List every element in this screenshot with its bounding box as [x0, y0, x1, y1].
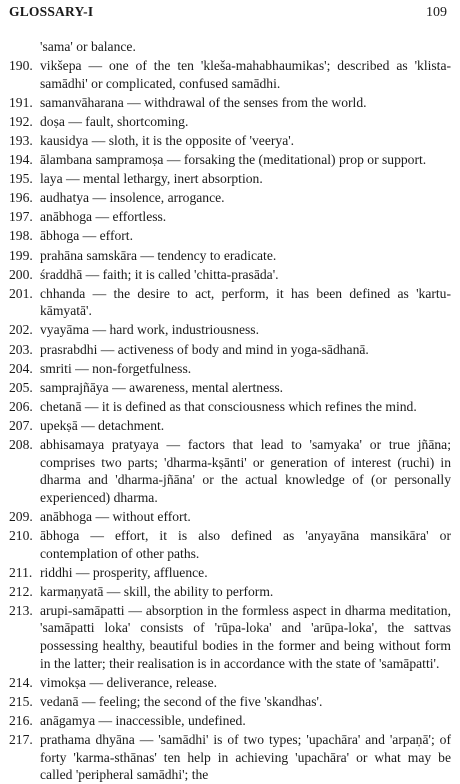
- running-head: GLOSSARY-I: [9, 4, 94, 19]
- entry-text: kausidya — sloth, it is the opposite of 'veerya'.: [40, 132, 295, 148]
- entry-number: 196.: [9, 190, 33, 206]
- entry-text: ābhoga — effort, it is also defined as 'anyayāna mansikāra' or contemplation of other paths.: [40, 527, 451, 561]
- glossary-entry: [9, 379, 451, 397]
- entry-text: vimokṣa — deliverance, release.: [40, 674, 218, 690]
- entry-text: 'sama' or balance.: [40, 39, 136, 54]
- entry-number: 205.: [9, 379, 33, 395]
- entry-text: samanvāharana — withdrawal of the senses from the world.: [40, 94, 367, 110]
- entry-number: 212.: [9, 583, 33, 599]
- glossary-entry: [9, 38, 451, 56]
- entry-number: 197.: [9, 209, 33, 225]
- entry-text: anābhoga — without effort.: [40, 508, 191, 524]
- glossary-entry: [9, 436, 451, 506]
- glossary-entry: [9, 712, 451, 730]
- glossary-entry: [9, 57, 451, 92]
- glossary-entry: [9, 360, 451, 378]
- entry-number: 206.: [9, 398, 33, 414]
- glossary-entry: [9, 285, 451, 320]
- entry-number: 200.: [9, 266, 33, 282]
- glossary-entry: [9, 266, 451, 284]
- entry-number: 203.: [9, 341, 33, 357]
- glossary-entry: [9, 602, 451, 672]
- glossary-entry: [9, 94, 451, 112]
- entry-text: anābhoga — effortless.: [40, 209, 167, 225]
- glossary-entry: [9, 583, 451, 601]
- entry-number: 209.: [9, 508, 33, 524]
- entry-text: vyayāma — hard work, industriousness.: [40, 322, 259, 338]
- entry-text: samprajñāya — awareness, mental alertness.: [40, 379, 284, 395]
- entry-text: vikšepa — one of the ten 'kleša-mahabhaumikas'; described as 'klista-samādhi' or complicated, confused samādhi.: [40, 58, 451, 91]
- entry-text: anāgamya — inaccessible, undefined.: [40, 712, 246, 728]
- entry-number: 214.: [9, 674, 33, 690]
- entry-number: 213.: [9, 602, 33, 618]
- glossary-entry: [9, 132, 451, 150]
- entry-text: chhanda — the desire to act, perform, it has been defined as 'kartu-kāmyatā'.: [40, 285, 451, 319]
- entry-text: doṣa — fault, shortcoming.: [40, 113, 189, 129]
- page-number: 109: [426, 5, 447, 20]
- entry-text: karmaṇyatā — skill, the ability to perform.: [40, 583, 274, 599]
- entry-number: 204.: [9, 360, 33, 376]
- glossary-entry: [9, 693, 451, 711]
- glossary-entry: [9, 674, 451, 692]
- entry-number: 192.: [9, 113, 33, 129]
- glossary-entry: [9, 208, 451, 226]
- glossary-entry: [9, 417, 451, 435]
- entry-text: riddhi — prosperity, affluence.: [40, 564, 208, 580]
- glossary-entry: [9, 151, 451, 169]
- entry-text: śraddhā — faith; it is called 'chitta-prasāda'.: [40, 266, 279, 282]
- glossary-entry: [9, 527, 451, 562]
- entry-text: chetanā — it is defined as that consciousness which refines the mind.: [40, 398, 417, 414]
- entry-text: arupi-samāpatti — absorption in the formless aspect in dharma meditation, 'samāpatti loka' consists of 'rūpa-loka' and 'arūpa-loka', the sattvas possessing healthy, beautiful bodies in the former and being without form in the latter; their realisation is in accordance with the state of 'samāpatti'.: [40, 602, 451, 671]
- glossary-entry: [9, 321, 451, 339]
- entry-number: 201.: [9, 285, 33, 301]
- entry-text: ālambana sampramoṣa — forsaking the (meditational) prop or support.: [40, 152, 427, 168]
- entry-text: prathama dhyāna — 'samādhi' is of two types; 'upachāra' and 'arpaṇā'; of forty 'karma-sthānas' ten help in achieving 'upachāra' or what may be called 'peripheral samādhi'; the: [40, 731, 451, 783]
- entry-number: 190.: [9, 58, 33, 74]
- page-header: [9, 4, 451, 26]
- glossary-entry: [9, 170, 451, 188]
- glossary-entry: [9, 227, 451, 245]
- entry-text: prasrabdhi — activeness of body and mind in yoga-sādhanā.: [40, 341, 369, 357]
- entry-text: smriti — non-forgetfulness.: [40, 360, 192, 376]
- entry-number: 193.: [9, 132, 33, 148]
- glossary-entry: [9, 247, 451, 265]
- glossary-entry: [9, 564, 451, 582]
- entry-number: 195.: [9, 171, 33, 187]
- glossary-entry: [9, 341, 451, 359]
- entry-number: 208.: [9, 436, 33, 452]
- entry-number: 198.: [9, 228, 33, 244]
- entry-number: 216.: [9, 712, 33, 728]
- entry-number: 211.: [9, 564, 33, 580]
- entry-text: ābhoga — effort.: [40, 228, 133, 244]
- glossary-entry: [9, 189, 451, 207]
- entry-number: 194.: [9, 152, 33, 168]
- entry-number: 210.: [9, 527, 33, 543]
- glossary-entry: [9, 508, 451, 526]
- entry-number: 202.: [9, 322, 33, 338]
- entry-number: 207.: [9, 417, 33, 433]
- entry-number: 199.: [9, 247, 33, 263]
- entry-text: audhatya — insolence, arrogance.: [40, 190, 225, 206]
- entry-text: upekṣā — detachment.: [40, 417, 165, 433]
- entry-number: 191.: [9, 94, 33, 110]
- entry-text: vedanā — feeling; the second of the five 'skandhas'.: [40, 693, 323, 709]
- glossary-entry: [9, 731, 451, 784]
- glossary-entry: [9, 398, 451, 416]
- entry-number: 217.: [9, 731, 33, 747]
- entry-text: abhisamaya pratyaya — factors that lead to 'samyaka' or true jñāna; comprises two parts; 'dharma-kṣānti' or generation of interest (ruchi) in dharma and 'dharma-jñāna' or the actual knowledge of (or personally experienced) dharma.: [40, 436, 451, 505]
- entry-number: 215.: [9, 693, 33, 709]
- entry-text: laya — mental lethargy, inert absorption.: [40, 171, 263, 187]
- glossary-list: [9, 38, 451, 784]
- glossary-entry: [9, 113, 451, 131]
- entry-text: prahāna samskāra — tendency to eradicate.: [40, 247, 277, 263]
